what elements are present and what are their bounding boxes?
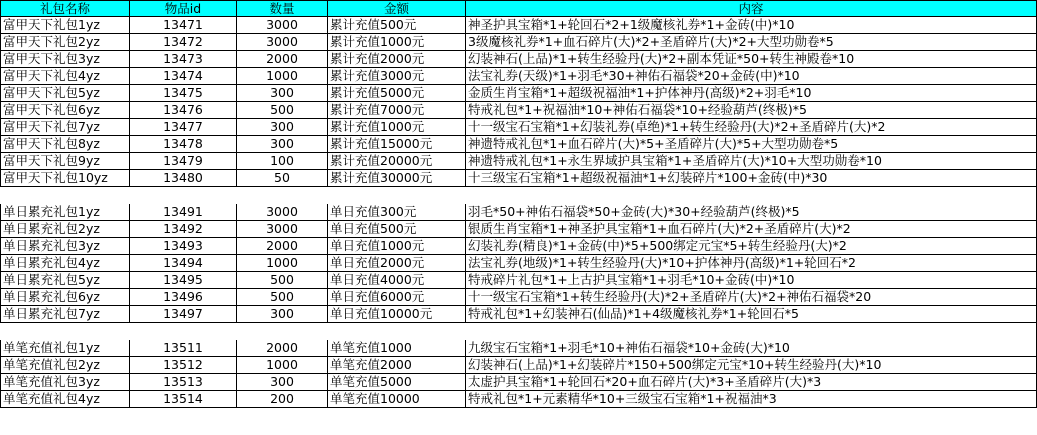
table-row [0, 68, 1037, 85]
quantity-cell[interactable]: 2000 [237, 238, 328, 255]
content-cell[interactable]: 特戒礼包*1+元素精华*10+三级宝石宝箱*1+祝福油*3 [466, 391, 1037, 408]
quantity-cell[interactable]: 2000 [237, 340, 328, 357]
table-row [0, 34, 1037, 51]
quantity-cell[interactable]: 500 [237, 102, 328, 119]
content-cell[interactable]: 太虚护具宝箱*1+轮回石*20+血石碎片(大)*3+圣盾碎片(大)*3 [466, 374, 1037, 391]
amount-cell[interactable]: 单日充值300元 [328, 204, 466, 221]
amount-cell[interactable]: 单日充值4000元 [328, 272, 466, 289]
quantity-cell[interactable]: 1000 [237, 68, 328, 85]
item-id-cell[interactable]: 13513 [130, 374, 237, 391]
content-cell[interactable]: 法宝礼券(地级)*1+转生经验丹(大)*10+护体神丹(高级)*1+轮回石*2 [466, 255, 1037, 272]
item-id-cell[interactable]: 13474 [130, 68, 237, 85]
table-row [0, 221, 1037, 238]
amount-cell[interactable]: 累计充值7000元 [328, 102, 466, 119]
table-row [0, 170, 1037, 187]
table-row [0, 391, 1037, 408]
amount-cell[interactable]: 累计充值500元 [328, 17, 466, 34]
quantity-cell[interactable]: 2000 [237, 51, 328, 68]
amount-cell[interactable]: 单笔充值2000 [328, 357, 466, 374]
name-cell[interactable]: 单日累充礼包5yz [0, 272, 130, 289]
item-id-cell[interactable]: 13475 [130, 85, 237, 102]
content-cell[interactable]: 神圣护具宝箱*1+轮回石*2+1级魔核礼券*1+金砖(中)*10 [466, 17, 1037, 34]
header-cell-content[interactable]: 内容 [466, 0, 1037, 17]
quantity-cell[interactable]: 3000 [237, 17, 328, 34]
item-id-cell[interactable]: 13496 [130, 289, 237, 306]
table-row [0, 153, 1037, 170]
item-id-cell[interactable]: 13476 [130, 102, 237, 119]
content-cell[interactable]: 法宝礼券(天级)*1+羽毛*30+神佑石福袋*20+金砖(中)*10 [466, 68, 1037, 85]
quantity-cell[interactable]: 1000 [237, 357, 328, 374]
table-row [0, 51, 1037, 68]
item-id-cell[interactable]: 13511 [130, 340, 237, 357]
quantity-cell[interactable]: 200 [237, 391, 328, 408]
amount-cell[interactable]: 单日充值6000元 [328, 289, 466, 306]
amount-cell[interactable]: 累计充值30000元 [328, 170, 466, 187]
quantity-cell[interactable]: 300 [237, 136, 328, 153]
content-cell[interactable]: 幻装神石(上品)*1+幻装碎片*150+500绑定元宝*10+转生经验丹(大)*10 [466, 357, 1037, 374]
quantity-cell[interactable]: 3000 [237, 34, 328, 51]
item-id-cell[interactable]: 13514 [130, 391, 237, 408]
amount-cell[interactable]: 累计充值20000元 [328, 153, 466, 170]
name-cell[interactable]: 单笔充值礼包4yz [0, 391, 130, 408]
content-cell[interactable]: 羽毛*50+神佑石福袋*50+金砖(大)*30+经验葫芦(终极)*5 [466, 204, 1037, 221]
name-cell[interactable]: 单日累充礼包3yz [0, 238, 130, 255]
table-row [0, 289, 1037, 306]
name-cell[interactable]: 富甲天下礼包10yz [0, 170, 130, 187]
name-cell[interactable]: 富甲天下礼包1yz [0, 17, 130, 34]
quantity-cell[interactable]: 50 [237, 170, 328, 187]
content-cell[interactable]: 银质生肖宝箱*1+神圣护具宝箱*1+血石碎片(大)*2+圣盾碎片(大)*2 [466, 221, 1037, 238]
amount-cell[interactable]: 单日充值2000元 [328, 255, 466, 272]
table-row [0, 102, 1037, 119]
amount-cell[interactable]: 累计充值1000元 [328, 119, 466, 136]
table-row [0, 17, 1037, 34]
amount-cell[interactable] [328, 187, 466, 204]
content-cell[interactable]: 十一级宝石宝箱*1+幻装礼券(卓绝)*1+转生经验丹(大)*2+圣盾碎片(大)*2 [466, 119, 1037, 136]
amount-cell[interactable]: 累计充值2000元 [328, 51, 466, 68]
quantity-cell[interactable]: 1000 [237, 255, 328, 272]
name-cell[interactable]: 富甲天下礼包3yz [0, 51, 130, 68]
quantity-cell[interactable]: 300 [237, 119, 328, 136]
item-id-cell[interactable]: 13473 [130, 51, 237, 68]
blank-row [0, 323, 1037, 340]
content-cell[interactable]: 特戒礼包*1+祝福油*10+神佑石福袋*10+经验葫芦(终极)*5 [466, 102, 1037, 119]
name-cell[interactable]: 富甲天下礼包7yz [0, 119, 130, 136]
content-cell[interactable]: 神遗特戒礼包*1+血石碎片(大)*5+圣盾碎片(大)*5+大型功勋卷*5 [466, 136, 1037, 153]
content-cell[interactable]: 幻装神石(上品)*1+转生经验丹(大)*2+副本凭证*50+转生神殿卷*10 [466, 51, 1037, 68]
name-cell[interactable]: 单笔充值礼包1yz [0, 340, 130, 357]
name-cell[interactable] [0, 187, 130, 204]
content-cell[interactable] [466, 323, 1037, 340]
amount-cell[interactable]: 单笔充值1000 [328, 340, 466, 357]
table-row [0, 340, 1037, 357]
item-id-cell[interactable]: 13493 [130, 238, 237, 255]
content-cell[interactable]: 3级魔核礼券*1+血石碎片(大)*2+圣盾碎片(大)*2+大型功勋卷*5 [466, 34, 1037, 51]
name-cell[interactable]: 单笔充值礼包3yz [0, 374, 130, 391]
item-id-cell[interactable]: 13492 [130, 221, 237, 238]
name-cell[interactable]: 单日累充礼包7yz [0, 306, 130, 323]
header-row [0, 0, 1037, 17]
item-id-cell[interactable]: 13479 [130, 153, 237, 170]
table-row [0, 119, 1037, 136]
name-cell[interactable]: 富甲天下礼包5yz [0, 85, 130, 102]
amount-cell[interactable]: 单日充值500元 [328, 221, 466, 238]
amount-cell[interactable]: 单笔充值5000 [328, 374, 466, 391]
table-row [0, 255, 1037, 272]
quantity-cell[interactable]: 300 [237, 374, 328, 391]
name-cell[interactable]: 富甲天下礼包8yz [0, 136, 130, 153]
item-id-cell[interactable]: 13494 [130, 255, 237, 272]
name-cell[interactable]: 富甲天下礼包2yz [0, 34, 130, 51]
name-cell[interactable]: 富甲天下礼包6yz [0, 102, 130, 119]
amount-cell[interactable]: 累计充值15000元 [328, 136, 466, 153]
header-cell-amount[interactable]: 金额 [328, 0, 466, 17]
amount-cell[interactable]: 单笔充值10000 [328, 391, 466, 408]
header-cell-item-id[interactable]: 物品id [130, 0, 237, 17]
content-cell[interactable]: 特戒礼包*1+幻装神石(仙品)*1+4级魔核礼券*1+轮回石*5 [466, 306, 1037, 323]
content-cell[interactable]: 神遗特戒礼包*1+永生界域护具宝箱*1+圣盾碎片(大)*10+大型功勋卷*10 [466, 153, 1037, 170]
item-id-cell[interactable]: 13480 [130, 170, 237, 187]
name-cell[interactable] [0, 323, 130, 340]
name-cell[interactable]: 单笔充值礼包2yz [0, 357, 130, 374]
amount-cell[interactable]: 累计充值5000元 [328, 85, 466, 102]
name-cell[interactable]: 单日累充礼包4yz [0, 255, 130, 272]
quantity-cell[interactable]: 500 [237, 272, 328, 289]
item-id-cell[interactable] [130, 323, 237, 340]
content-cell[interactable]: 十三级宝石宝箱*1+超级祝福油*1+幻装碎片*100+金砖(中)*30 [466, 170, 1037, 187]
name-cell[interactable]: 单日累充礼包2yz [0, 221, 130, 238]
quantity-cell[interactable]: 300 [237, 306, 328, 323]
table-row [0, 357, 1037, 374]
table-row [0, 306, 1037, 323]
content-cell[interactable]: 十一级宝石宝箱*1+转生经验丹(大)*2+圣盾碎片(大)*2+神佑石福袋*20 [466, 289, 1037, 306]
amount-cell[interactable]: 累计充值1000元 [328, 34, 466, 51]
amount-cell[interactable]: 累计充值3000元 [328, 68, 466, 85]
item-id-cell[interactable]: 13512 [130, 357, 237, 374]
name-cell[interactable]: 富甲天下礼包9yz [0, 153, 130, 170]
name-cell[interactable]: 富甲天下礼包4yz [0, 68, 130, 85]
content-cell[interactable]: 金质生肖宝箱*1+超级祝福油*1+护体神丹(高级)*2+羽毛*10 [466, 85, 1037, 102]
table-row [0, 204, 1037, 221]
amount-cell[interactable]: 单日充值1000元 [328, 238, 466, 255]
quantity-cell[interactable] [237, 323, 328, 340]
quantity-cell[interactable]: 500 [237, 289, 328, 306]
item-id-cell[interactable]: 13495 [130, 272, 237, 289]
table-row [0, 374, 1037, 391]
header-cell-name[interactable]: 礼包名称 [0, 0, 130, 17]
quantity-cell[interactable]: 3000 [237, 204, 328, 221]
name-cell[interactable]: 单日累充礼包6yz [0, 289, 130, 306]
blank-row [0, 187, 1037, 204]
table-row [0, 238, 1037, 255]
item-id-cell[interactable] [130, 187, 237, 204]
item-id-cell[interactable]: 13477 [130, 119, 237, 136]
content-cell[interactable]: 特戒碎片礼包*1+上古护具宝箱*1+羽毛*10+金砖(中)*10 [466, 272, 1037, 289]
content-cell[interactable] [466, 187, 1037, 204]
table-row [0, 136, 1037, 153]
quantity-cell[interactable]: 300 [237, 85, 328, 102]
table-row [0, 272, 1037, 289]
quantity-cell[interactable]: 3000 [237, 221, 328, 238]
amount-cell[interactable]: 单日充值10000元 [328, 306, 466, 323]
item-id-cell[interactable]: 13491 [130, 204, 237, 221]
item-id-cell[interactable]: 13471 [130, 17, 237, 34]
name-cell[interactable]: 单日累充礼包1yz [0, 204, 130, 221]
header-cell-quantity[interactable]: 数量 [237, 0, 328, 17]
content-cell[interactable]: 九级宝石宝箱*1+羽毛*10+神佑石福袋*10+金砖(大)*10 [466, 340, 1037, 357]
content-cell[interactable]: 幻装礼券(精良)*1+金砖(中)*5+500绑定元宝*5+转生经验丹(大)*2 [466, 238, 1037, 255]
item-id-cell[interactable]: 13472 [130, 34, 237, 51]
item-id-cell[interactable]: 13478 [130, 136, 237, 153]
amount-cell[interactable] [328, 323, 466, 340]
table-row [0, 85, 1037, 102]
item-id-cell[interactable]: 13497 [130, 306, 237, 323]
quantity-cell[interactable] [237, 187, 328, 204]
quantity-cell[interactable]: 100 [237, 153, 328, 170]
